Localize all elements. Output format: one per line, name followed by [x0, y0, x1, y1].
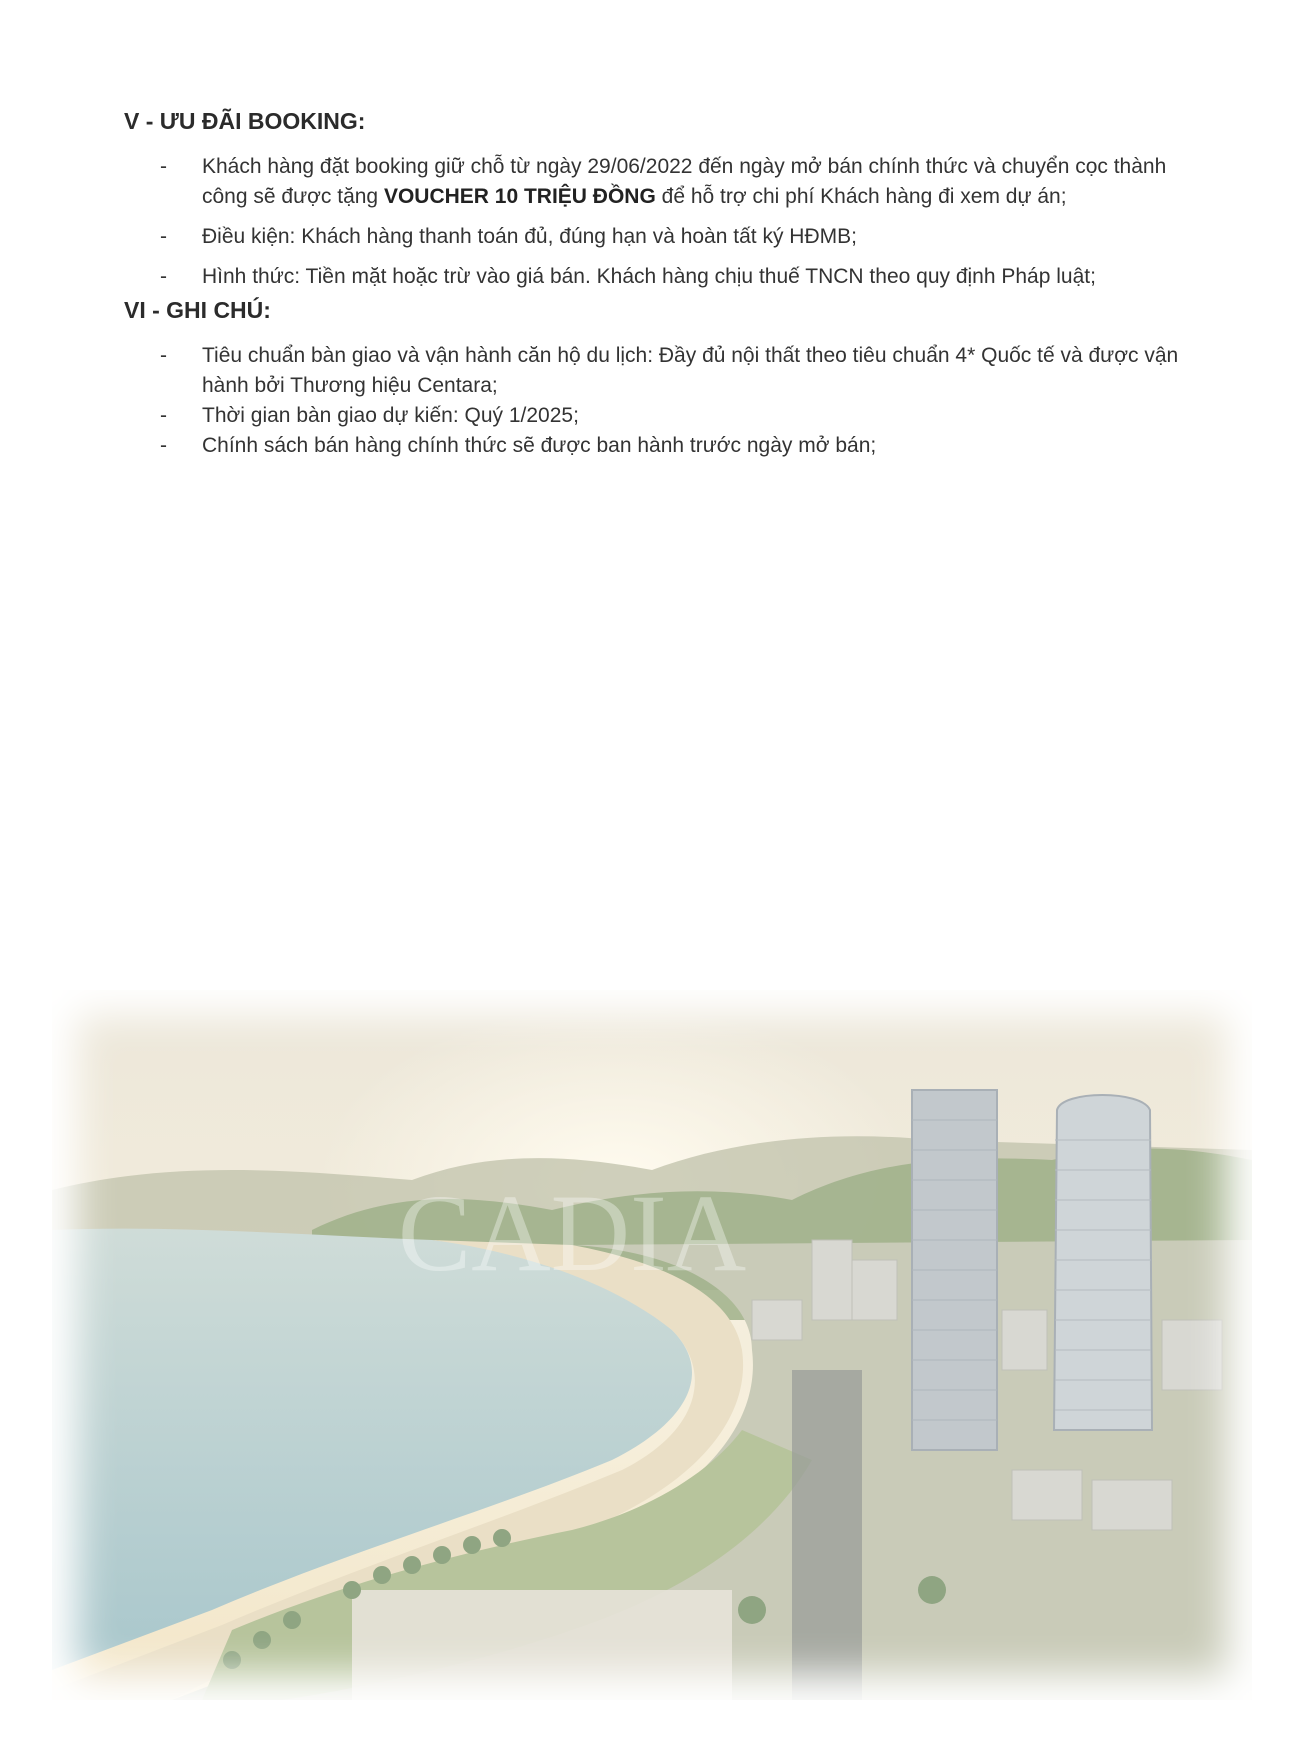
list-item — [160, 222, 1200, 252]
list-item-text: Tiêu chuẩn bàn giao và vận hành căn hộ du lịch: Đầy đủ nội thất theo tiêu chuẩn 4* Quốc tế và được vận hành bởi Thương hiệu Centara; — [202, 344, 1179, 397]
list-item-text: Thời gian bàn giao dự kiến: Quý 1/2025; — [202, 404, 579, 427]
main-road — [792, 1370, 862, 1700]
list-item-text: Hình thức: Tiền mặt hoặc trừ vào giá bán. Khách hàng chịu thuế TNCN theo quy định Pháp luật; — [202, 265, 1096, 288]
section-heading-booking-offer: V - ƯU ĐÃI BOOKING: — [124, 108, 366, 134]
notes-list — [160, 341, 1200, 461]
booking-offer-list — [160, 152, 1200, 302]
watermark-text: CADIA — [397, 1172, 747, 1294]
bullet-dash: - — [160, 344, 167, 367]
plaza — [352, 1590, 732, 1700]
list-item — [160, 262, 1200, 292]
list-item — [160, 152, 1200, 212]
list-item — [160, 431, 1200, 461]
aerial-beach-city-image — [52, 990, 1252, 1700]
list-item — [160, 341, 1200, 401]
bullet-dash: - — [160, 434, 167, 457]
bullet-dash: - — [160, 265, 167, 288]
voucher-highlight: VOUCHER 10 TRIỆU ĐỒNG — [383, 185, 656, 208]
list-item-text: Chính sách bán hàng chính thức sẽ được ban hành trước ngày mở bán; — [202, 434, 877, 457]
bullet-dash: - — [160, 155, 167, 178]
aerial-rendering — [52, 990, 1252, 1700]
bullet-dash: - — [160, 404, 167, 427]
list-item — [160, 401, 1200, 431]
list-item-text: Khách hàng đặt booking giữ chỗ từ ngày 29/06/2022 đến ngày mở bán chính thức và chuyển cọc thành công sẽ được tặng — [202, 155, 1167, 208]
bullet-dash: - — [160, 225, 167, 248]
list-item-text: để hỗ trợ chi phí Khách hàng đi xem dự án; — [655, 185, 1067, 208]
list-item-text: Điều kiện: Khách hàng thanh toán đủ, đúng hạn và hoàn tất ký HĐMB; — [202, 225, 857, 248]
section-heading-notes: VI - GHI CHÚ: — [124, 297, 271, 323]
